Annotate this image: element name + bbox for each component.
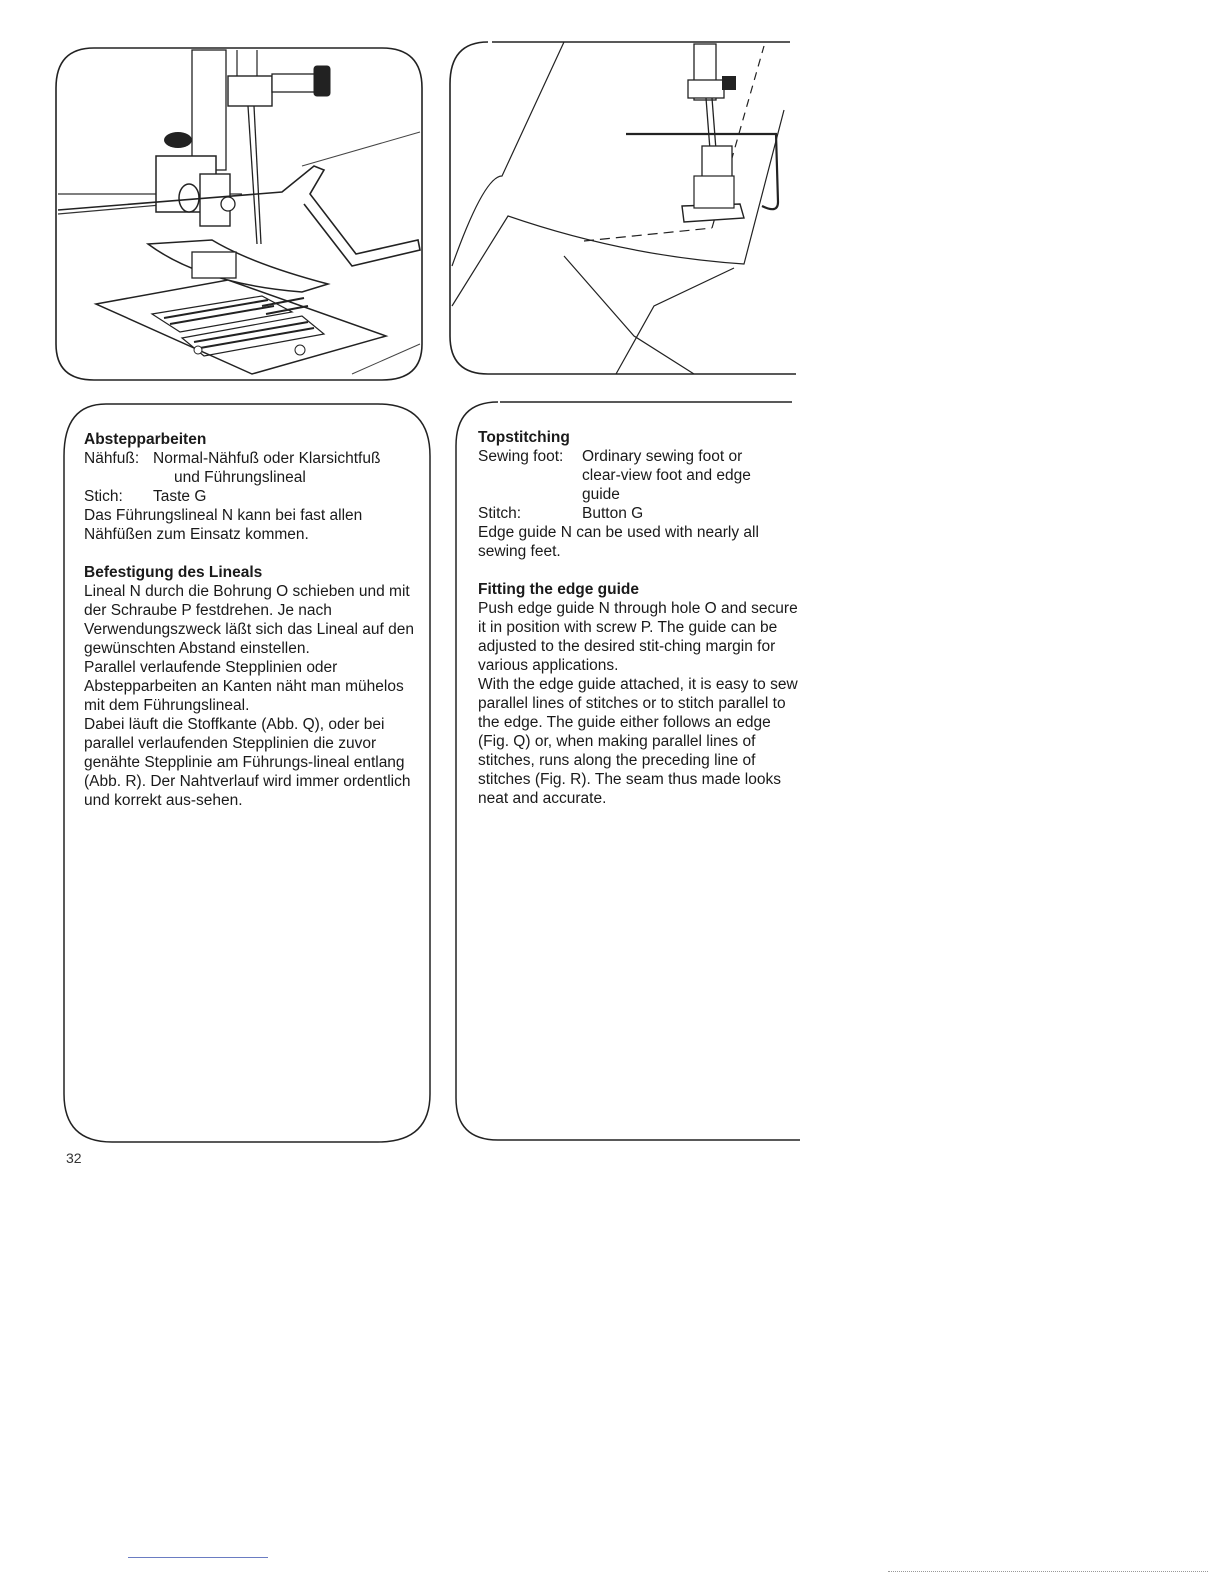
german-foot-label: Nähfuß: — [84, 450, 140, 467]
german-intro: Das Führungslineal N kann bei fast allen Nähfüßen zum Einsatz kommen. — [84, 507, 363, 543]
english-stitch-row — [478, 504, 800, 523]
german-foot-row — [84, 449, 420, 468]
english-para1: Push edge guide N through hole O and secure it in position with screw P. The guide can be adjusted to the desired stit-ching margin for various applications. — [478, 600, 798, 674]
english-foot-row — [478, 447, 800, 504]
english-section-title: Fitting the edge guide — [478, 581, 640, 598]
illustration-presser-foot-edge-guide — [52, 44, 424, 384]
german-section-title: Befestigung des Lineals — [84, 564, 263, 581]
english-stitch-label: Stitch: — [478, 505, 522, 522]
german-foot-value: Normal-Nähfuß oder Klarsichtfuß — [153, 450, 381, 467]
footer-dotted-line — [888, 1571, 1208, 1572]
english-foot-label: Sewing foot: — [478, 448, 564, 465]
english-para2: With the edge guide attached, it is easy to sew parallel lines of stitches or to stitch parallel to the edge. The guide either follows an edge (Fig. Q) or, when making parallel lines of stitches, runs along the preceding line of stitches (Fig. R). The seam thus made looks neat and accurate. — [478, 676, 798, 807]
german-para2: Parallel verlaufende Stepplinien oder Abstepparbeiten an Kanten näht man mühelos mit dem Führungslineal. — [84, 659, 404, 714]
presser-foot-drawing — [52, 44, 424, 384]
german-para3: Dabei läuft die Stoffkante (Abb. Q), oder bei parallel verlaufenden Stepplinien die zuvor genähte Stepplinie am Führungs-lineal entlang (Abb. R). Der Nahtverlauf wird immer ordentlich und korrekt aus-sehen. — [84, 716, 411, 809]
german-instructions-panel — [58, 398, 434, 1148]
english-intro: Edge guide N can be used with nearly all sewing feet. — [478, 524, 759, 560]
german-para1: Lineal N durch die Bohrung O schieben und mit der Schraube P festdrehen. Je nach Verwendungszweck läßt sich das Lineal auf den gewünschten Abstand einstellen. — [84, 583, 415, 657]
page-number: 32 — [66, 1150, 82, 1166]
german-stitch-label: Stich: — [84, 488, 123, 505]
german-stitch-row — [84, 487, 420, 506]
english-title: Topstitching — [478, 429, 570, 446]
footer-rule — [128, 1557, 268, 1558]
english-stitch-value: Button G — [582, 505, 644, 522]
illustration-topstitching-fabric — [444, 36, 800, 380]
english-instructions-panel — [450, 398, 802, 1144]
german-title: Abstepparbeiten — [84, 431, 207, 448]
german-foot-value-cont: und Führungslineal — [174, 469, 306, 486]
english-foot-value: Ordinary sewing foot or clear-view foot and edge guide — [582, 448, 751, 503]
german-stitch-value: Taste G — [153, 488, 207, 505]
topstitching-drawing — [444, 36, 800, 380]
